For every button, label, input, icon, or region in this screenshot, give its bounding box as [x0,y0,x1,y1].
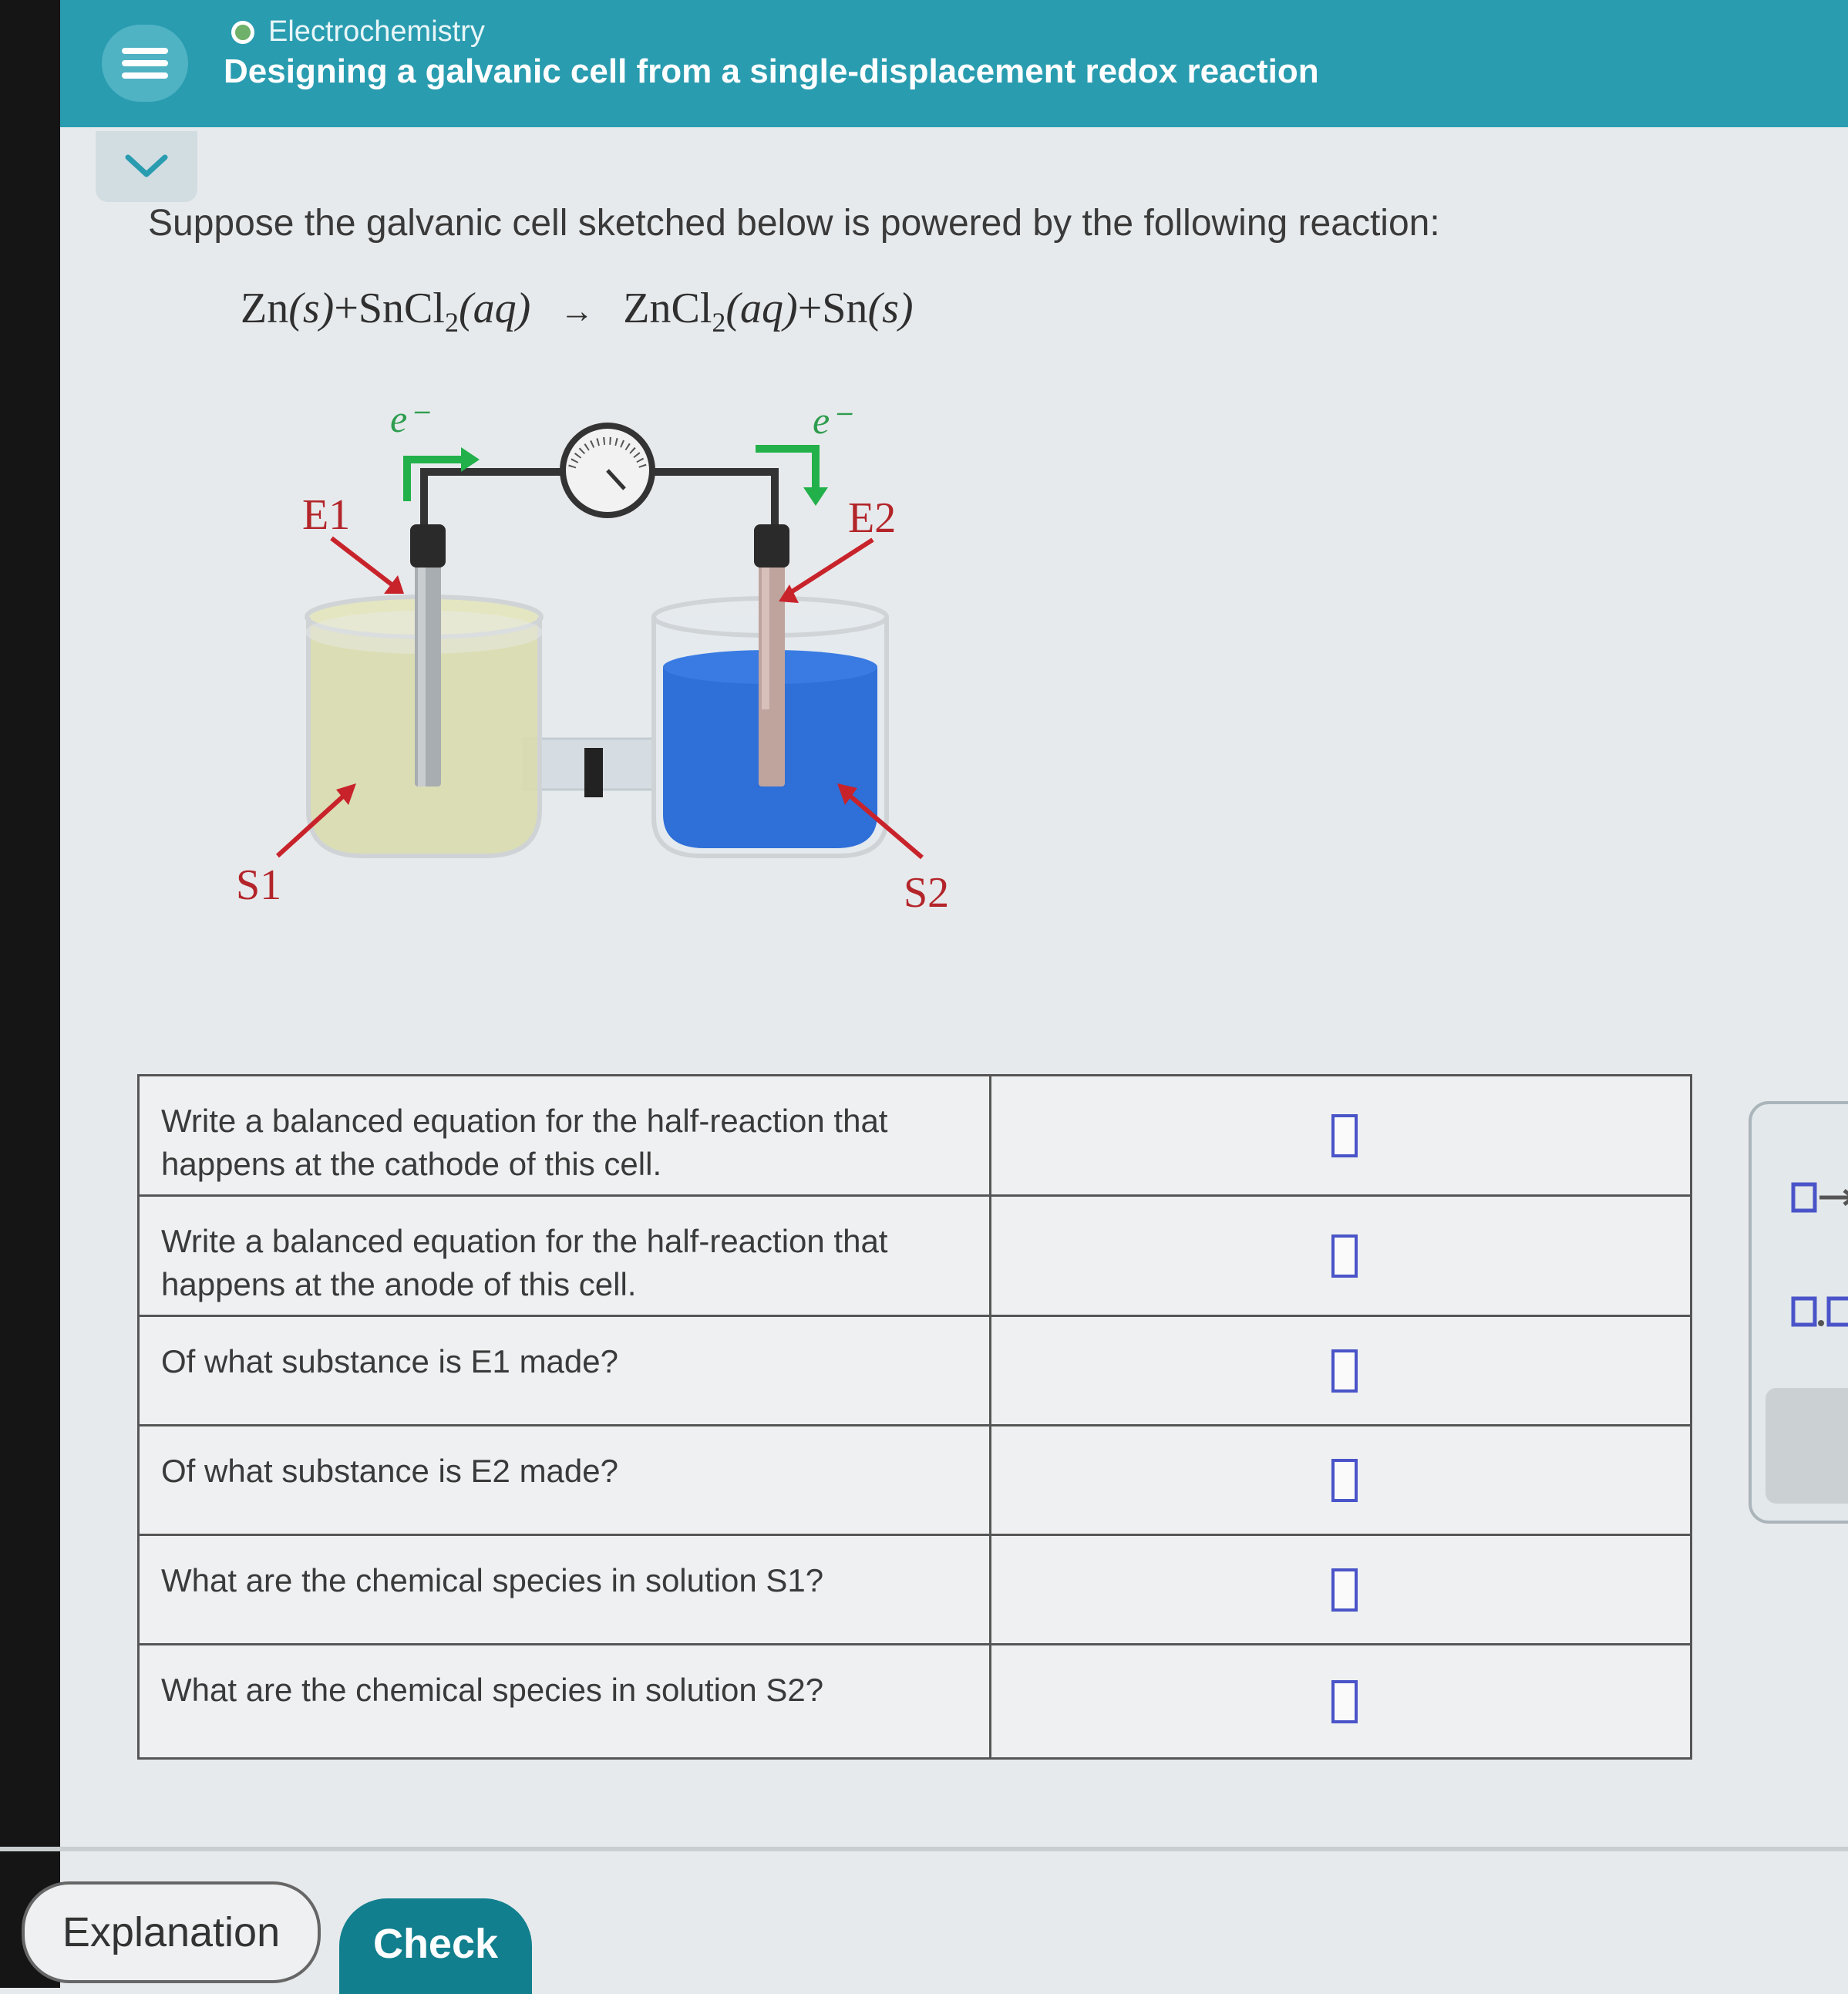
palette-action-area[interactable] [1766,1388,1848,1504]
box-arrow-icon[interactable] [1790,1174,1848,1220]
table-row [139,1316,1691,1426]
eq-product1: ZnCl [623,285,712,332]
eq-state: (s) [288,285,335,332]
chevron-down-icon [123,151,170,182]
device-bezel [0,0,60,1988]
electron-label-right: e⁻ [813,399,850,442]
answer-input-box[interactable] [1331,1349,1358,1393]
question-cell: Of what substance is E1 made? [139,1316,991,1426]
eq-state: (aq) [725,285,798,332]
topic-row [231,15,485,49]
table-row [139,1645,1691,1759]
electrode-e2 [754,524,789,786]
table-row [139,1535,1691,1645]
arrowhead-icon [803,487,828,506]
question-cell: What are the chemical species in solution S1? [139,1535,991,1645]
answer-input-box[interactable] [1331,1459,1358,1502]
table-row [139,1196,1691,1316]
answer-cell[interactable] [991,1426,1691,1535]
answer-tool-palette [1749,1101,1848,1524]
answer-input-box[interactable] [1331,1680,1358,1723]
galvanic-cell-diagram [216,386,1002,941]
eq-arrow: → [560,292,594,330]
topic-label: Electrochemistry [268,15,485,48]
explanation-button[interactable]: Explanation [22,1881,321,1983]
answer-input-box[interactable] [1331,1114,1358,1157]
answer-input-box[interactable] [1331,1568,1358,1612]
reaction-equation [241,284,914,339]
eq-reactant1: Zn [241,285,289,332]
eq-product2: Sn [822,285,868,332]
collapse-toggle[interactable] [96,131,197,202]
box-comma-box-icon[interactable] [1790,1288,1848,1334]
label-e1: E1 [302,491,351,539]
question-cell: Of what substance is E2 made? [139,1426,991,1535]
question-prompt: Suppose the galvanic cell sketched below is powered by the following reaction: [148,203,1440,244]
menu-button[interactable] [102,25,188,102]
check-button[interactable]: Check [339,1898,532,1994]
label-s1: S1 [236,861,282,909]
answer-cell[interactable] [991,1076,1691,1196]
eq-plus: + [334,285,358,332]
answer-cell[interactable] [991,1316,1691,1426]
label-s2: S2 [904,869,950,917]
question-cell: Write a balanced equation for the half-reaction that happens at the anode of this cell. [139,1196,991,1316]
page-title: Designing a galvanic cell from a single-displacement redox reaction [224,52,1319,90]
label-e2: E2 [848,494,897,542]
question-table [137,1074,1692,1760]
electron-label-left: e⁻ [390,397,428,440]
answer-cell[interactable] [991,1535,1691,1645]
menu-icon-line [122,60,168,66]
eq-plus: + [797,285,823,332]
footer-divider [0,1847,1848,1851]
question-cell: Write a balanced equation for the half-reaction that happens at the cathode of this cell. [139,1076,991,1196]
pointer-e1 [332,538,392,584]
menu-icon [122,48,168,54]
pointer-e2 [791,540,873,592]
eq-subscript: 2 [444,307,459,339]
electron-flow-arrow-left [407,460,463,501]
menu-icon-line [122,72,168,79]
voltmeter-icon [563,426,652,515]
eq-reactant2: SnCl [358,285,445,332]
answer-input-box[interactable] [1331,1234,1358,1278]
progress-dot-icon [231,21,254,44]
eq-state: (s) [867,285,914,332]
eq-state: (aq) [458,285,531,332]
answer-cell[interactable] [991,1645,1691,1759]
wire [648,472,775,532]
salt-bridge-plug [584,748,603,797]
table-row [139,1076,1691,1196]
electrode-e1 [410,524,446,786]
eq-subscript: 2 [712,307,726,339]
table-row [139,1426,1691,1535]
question-cell: What are the chemical species in solution S2? [139,1645,991,1759]
answer-cell[interactable] [991,1196,1691,1316]
